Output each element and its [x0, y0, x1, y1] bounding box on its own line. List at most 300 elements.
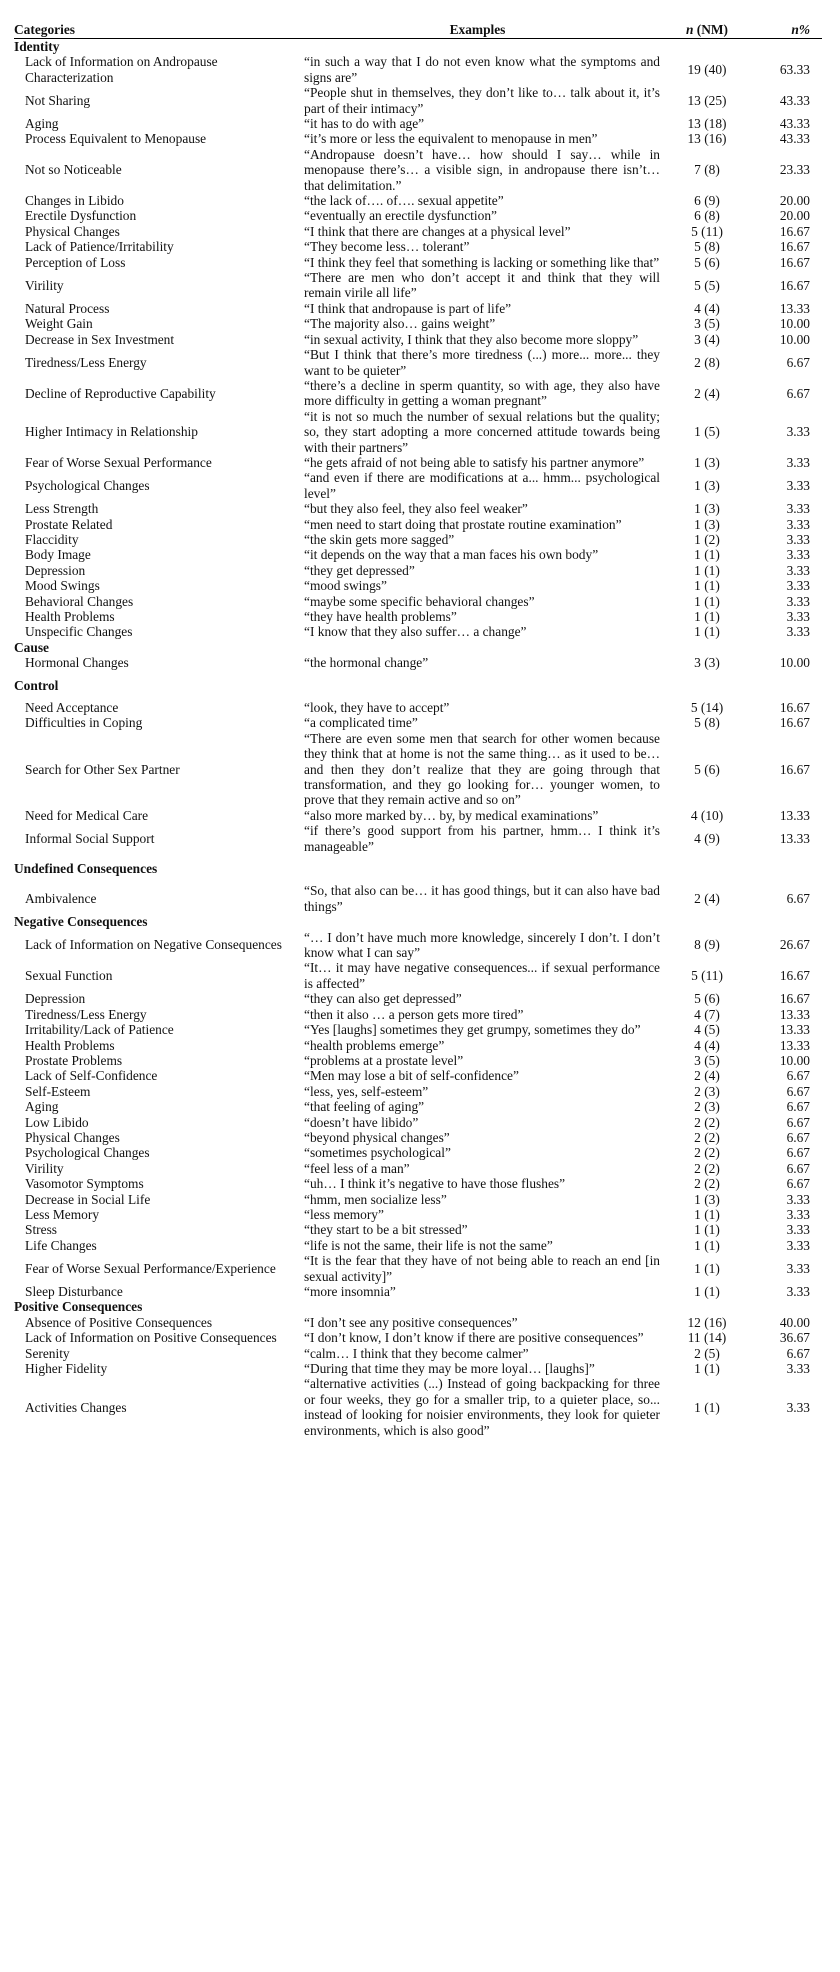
table-row: [14, 930, 822, 961]
example-quote-text: “mood swings”: [304, 578, 387, 594]
example-quote-text: “They become less… tolerant”: [304, 239, 470, 255]
n-count-cell: 13 (16): [687, 131, 727, 147]
category-cell: Absence of Positive Consequences: [25, 1314, 213, 1330]
table-row: [14, 547, 822, 562]
percent-cell: 43.33: [779, 131, 810, 147]
table-row: [14, 1315, 822, 1330]
example-cell: [293, 1346, 662, 1361]
category-cell: Process Equivalent to Menopause: [25, 131, 207, 147]
table-row: [14, 715, 822, 730]
percent-cell: 43.33: [779, 92, 810, 108]
percent-cell: 3.33: [786, 624, 810, 640]
n-count-cell: 2 (2): [694, 1176, 720, 1192]
n-count-cell: 1 (1): [694, 1206, 720, 1222]
n-count-cell: 1 (1): [694, 1284, 720, 1300]
example-cell: [293, 116, 662, 131]
percent-cell: 3.33: [786, 547, 810, 563]
n-count-cell: 4 (5): [694, 1022, 720, 1038]
example-quote-text: “they have health problems”: [304, 609, 457, 625]
n-count-cell: 5 (6): [694, 254, 720, 270]
n-count-cell: 2 (4): [694, 891, 720, 907]
header-n-label: n: [685, 21, 694, 37]
percent-cell: 3.33: [786, 454, 810, 470]
category-cell: Natural Process: [25, 300, 110, 316]
example-quote-text: “also more marked by… by, by medical examinations”: [304, 807, 599, 823]
example-quote-text: “alternative activities (...) Instead of going backpacking for three or four weeks, they go for a smaller trip, to a quieter place, so... instead of looking for noisier environments, they look for quieter environments, which is also good”: [304, 1376, 660, 1438]
percent-cell: 13.33: [779, 807, 810, 823]
percent-cell: 16.67: [779, 254, 810, 270]
header-categories: Categories: [14, 21, 75, 37]
example-cell: [293, 1361, 662, 1376]
example-quote-text: “the skin gets more sagged”: [304, 531, 455, 547]
example-quote-text: “The majority also… gains weight”: [304, 316, 496, 332]
table-row: [14, 1176, 822, 1191]
category-cell: Not so Noticeable: [25, 162, 122, 178]
category-cell: Decline of Reproductive Capability: [25, 385, 216, 401]
table-row: [14, 609, 822, 624]
example-cell: [293, 332, 662, 347]
table-row: [14, 808, 822, 823]
n-count-cell: 7 (8): [694, 162, 720, 178]
example-cell: [293, 301, 662, 316]
example-quote-text: “It… it may have negative consequences... if sexual performance is affected”: [304, 960, 660, 991]
n-count-cell: 12 (16): [687, 1314, 727, 1330]
n-count-cell: 5 (11): [691, 223, 723, 239]
category-cell: Body Image: [25, 547, 91, 563]
example-cell: [293, 594, 662, 609]
header-pct: [752, 22, 822, 37]
n-count-cell: 19 (40): [687, 62, 727, 78]
category-cell: Vasomotor Symptoms: [25, 1176, 144, 1192]
category-cell: Erectile Dysfunction: [25, 208, 137, 224]
table-row: [14, 1284, 822, 1299]
percent-cell: 10.00: [779, 655, 810, 671]
percent-cell: 6.67: [786, 1345, 810, 1361]
example-quote-text: “and even if there are modifications at a... hmm... psychological level”: [304, 470, 660, 501]
n-count-cell: 2 (2): [694, 1145, 720, 1161]
percent-cell: 16.67: [779, 239, 810, 255]
example-cell: [293, 1284, 662, 1299]
percent-cell: 13.33: [779, 1037, 810, 1053]
n-count-cell: 2 (8): [694, 354, 720, 370]
table-row: [14, 1192, 822, 1207]
example-quote-text: “problems at a prostate level”: [304, 1052, 464, 1068]
percent-cell: 3.33: [786, 593, 810, 609]
example-quote-text: “doesn’t have libido”: [304, 1114, 419, 1130]
example-quote-text: “It is the fear that they have of not being able to reach an end [in sexual activity]”: [304, 1253, 660, 1284]
table-header: [14, 21, 822, 39]
example-quote-text: “uh… I think it’s negative to have those flushes”: [304, 1176, 566, 1192]
n-count-cell: 2 (2): [694, 1129, 720, 1145]
category-cell: Weight Gain: [25, 316, 93, 332]
n-count-cell: 1 (1): [694, 593, 720, 609]
category-cell: Health Problems: [25, 1037, 115, 1053]
example-quote-text: “eventually an erectile dysfunction”: [304, 208, 497, 224]
category-cell: Need for Medical Care: [25, 807, 149, 823]
n-count-cell: 2 (2): [694, 1160, 720, 1176]
table-row: [14, 1068, 822, 1083]
table-row: [14, 578, 822, 593]
example-quote-text: “I think that there are changes at a physical level”: [304, 223, 571, 239]
percent-cell: 20.00: [779, 193, 810, 209]
example-quote-text: “feel less of a man”: [304, 1160, 410, 1176]
example-cell: [293, 1038, 662, 1053]
percent-cell: 3.33: [786, 531, 810, 547]
example-cell: [293, 378, 662, 409]
category-cell: Higher Fidelity: [25, 1361, 108, 1377]
n-count-cell: 5 (8): [694, 239, 720, 255]
example-quote-text: “I think that andropause is part of life”: [304, 300, 512, 316]
category-cell: Virility: [25, 1160, 64, 1176]
example-cell: [293, 1130, 662, 1145]
category-cell: Prostate Related: [25, 516, 113, 532]
n-count-cell: 4 (7): [694, 1006, 720, 1022]
category-cell: Sleep Disturbance: [25, 1284, 123, 1300]
example-cell: [293, 1330, 662, 1345]
percent-cell: 16.67: [779, 715, 810, 731]
category-cell: Fear of Worse Sexual Performance/Experience: [25, 1260, 276, 1276]
example-cell: [293, 655, 662, 670]
example-cell: [293, 1238, 662, 1253]
percent-cell: 6.67: [786, 1083, 810, 1099]
n-count-cell: 8 (9): [694, 937, 720, 953]
percent-cell: 6.67: [786, 1176, 810, 1192]
category-cell: Self-Esteem: [25, 1083, 91, 1099]
percent-cell: 20.00: [779, 208, 810, 224]
table-row: [14, 54, 822, 85]
example-quote-text: “calm… I think that they become calmer”: [304, 1345, 529, 1361]
percent-cell: 6.67: [786, 1099, 810, 1115]
table-row: [14, 1099, 822, 1114]
category-cell: Difficulties in Coping: [25, 715, 143, 731]
table-row: [14, 1022, 822, 1037]
table-row: [14, 193, 822, 208]
table-row: [14, 731, 822, 808]
category-cell: Hormonal Changes: [25, 655, 129, 671]
category-cell: Not Sharing: [25, 92, 91, 108]
example-cell: [293, 563, 662, 578]
section-heading: Positive Consequences: [14, 1299, 143, 1315]
category-cell: Mood Swings: [25, 578, 100, 594]
n-count-cell: 6 (9): [694, 193, 720, 209]
example-quote-text: “then it also … a person gets more tired”: [304, 1006, 524, 1022]
percent-cell: 36.67: [779, 1330, 810, 1346]
table-row: [14, 116, 822, 131]
category-cell: Physical Changes: [25, 1129, 120, 1145]
example-quote-text: “a complicated time”: [304, 715, 418, 731]
example-quote-text: “I don’t know, I don’t know if there are positive consequences”: [304, 1330, 644, 1346]
n-count-cell: 1 (3): [694, 454, 720, 470]
n-count-cell: 2 (3): [694, 1083, 720, 1099]
percent-cell: 23.33: [779, 162, 810, 178]
n-count-cell: 3 (4): [694, 331, 720, 347]
category-cell: Behavioral Changes: [25, 593, 134, 609]
percent-cell: 13.33: [779, 1006, 810, 1022]
table-row: [14, 316, 822, 331]
table-row: [14, 1053, 822, 1068]
category-cell: Prostate Problems: [25, 1052, 123, 1068]
example-quote-text: “in such a way that I do not even know what the symptoms and signs are”: [304, 54, 660, 85]
n-count-cell: 2 (4): [694, 1068, 720, 1084]
example-quote-text: “hmm, men socialize less”: [304, 1191, 447, 1207]
example-quote-text: “less memory”: [304, 1206, 384, 1222]
percent-cell: 3.33: [786, 424, 810, 440]
category-cell: Unspecific Changes: [25, 624, 133, 640]
percent-cell: 3.33: [786, 1222, 810, 1238]
example-quote-text: “sometimes psychological”: [304, 1145, 451, 1161]
category-cell: Search for Other Sex Partner: [25, 761, 180, 777]
percent-cell: 3.33: [786, 1361, 810, 1377]
example-cell: [293, 1084, 662, 1099]
percent-cell: 6.67: [786, 1129, 810, 1145]
percent-cell: 13.33: [779, 300, 810, 316]
example-cell: [293, 239, 662, 254]
category-cell: Aging: [25, 116, 59, 132]
n-count-cell: 5 (8): [694, 715, 720, 731]
section-spacer: [14, 876, 822, 883]
n-count-cell: 1 (1): [694, 1260, 720, 1276]
example-quote-text: “that feeling of aging”: [304, 1099, 425, 1115]
example-quote-text: “there’s a decline in sperm quantity, so with age, they also have more difficulty in getting a woman pregnant”: [304, 377, 660, 409]
table-row: [14, 501, 822, 516]
n-count-cell: 1 (3): [694, 478, 720, 494]
percent-cell: 40.00: [779, 1314, 810, 1330]
n-count-cell: 1 (1): [694, 1237, 720, 1253]
category-cell: Lack of Self-Confidence: [25, 1068, 158, 1084]
example-quote-text: “Men may lose a bit of self-confidence”: [304, 1068, 519, 1084]
category-cell: Less Memory: [25, 1206, 100, 1222]
category-cell: Lack of Information on Positive Consequences: [25, 1330, 277, 1346]
category-cell: Lack of Information on Andropause Characterization: [25, 54, 218, 85]
header-pct-suffix: %: [798, 21, 810, 37]
example-cell: [293, 532, 662, 547]
example-quote-text: “the hormonal change”: [304, 655, 429, 671]
example-quote-text: “they can also get depressed”: [304, 991, 462, 1007]
section-heading: Identity: [14, 39, 60, 54]
table-row: [14, 208, 822, 223]
category-cell: Serenity: [25, 1345, 70, 1361]
table-row: [14, 517, 822, 532]
example-cell: [293, 517, 662, 532]
table-row: [14, 470, 822, 501]
category-cell: Tiredness/Less Energy: [25, 354, 147, 370]
table-row: [14, 532, 822, 547]
n-count-cell: 4 (4): [694, 1037, 720, 1053]
table-row: [14, 1346, 822, 1361]
example-cell: [293, 193, 662, 208]
percent-cell: 6.67: [786, 1068, 810, 1084]
example-cell: [293, 1007, 662, 1022]
percent-cell: 16.67: [779, 223, 810, 239]
table-row: [14, 1007, 822, 1022]
percent-cell: 3.33: [786, 1284, 810, 1300]
example-quote-text: “Andropause doesn’t have… how should I say… while in menopause there’s… a visible sign, in andropause there isn’t… that delimitation.”: [304, 146, 660, 193]
example-cell: [293, 131, 662, 146]
example-quote-text: “more insomnia”: [304, 1284, 396, 1300]
section-heading: Undefined Consequences: [14, 861, 158, 877]
table-row: [14, 239, 822, 254]
example-quote-text: “life is not the same, their life is not the same”: [304, 1237, 553, 1253]
section-heading: Negative Consequences: [14, 914, 148, 930]
header-examples: Examples: [449, 21, 506, 37]
percent-cell: 16.67: [779, 700, 810, 716]
table-row: [14, 624, 822, 639]
percent-cell: 3.33: [786, 478, 810, 494]
section-heading: Cause: [14, 639, 49, 655]
example-cell: [293, 1022, 662, 1037]
header-pct-label: n: [791, 21, 799, 37]
percent-cell: 10.00: [779, 331, 810, 347]
example-quote-text: “it’s more or less the equivalent to menopause in men”: [304, 131, 598, 147]
percent-cell: 16.67: [779, 761, 810, 777]
example-quote-text: “health problems emerge”: [304, 1037, 445, 1053]
n-count-cell: 1 (1): [694, 1399, 720, 1415]
example-quote-text: “men need to start doing that prostate routine examination”: [304, 516, 622, 532]
example-quote-text: “the lack of…. of…. sexual appetite”: [304, 193, 504, 209]
category-cell: Lack of Information on Negative Consequences: [25, 937, 282, 953]
category-cell: Aging: [25, 1099, 59, 1115]
n-count-cell: 1 (2): [694, 531, 720, 547]
percent-cell: 3.33: [786, 1260, 810, 1276]
percent-cell: 10.00: [779, 316, 810, 332]
example-cell: [293, 208, 662, 223]
category-cell: Tiredness/Less Energy: [25, 1006, 147, 1022]
example-cell: [293, 1053, 662, 1068]
example-cell: [293, 1161, 662, 1176]
category-cell: Need Acceptance: [25, 700, 119, 716]
n-count-cell: 5 (6): [694, 991, 720, 1007]
category-cell: Perception of Loss: [25, 254, 126, 270]
table-row: [14, 655, 822, 670]
header-n-suffix: (NM): [693, 21, 729, 37]
n-count-cell: 1 (3): [694, 501, 720, 517]
example-quote-text: “There are even some men that search for other women because they think that at home is not the same thing… as it used to be… and then they don’t realize that they are going through that transformation, and they go looking for… younger women, to prove that they remain active and so on”: [304, 730, 660, 808]
table-row: [14, 960, 822, 991]
example-cell: [293, 991, 662, 1006]
example-quote-text: “… I don’t have much more knowledge, sincerely I don’t. I don’t know what I can say”: [304, 929, 660, 961]
example-cell: [293, 609, 662, 624]
example-cell: [293, 1376, 662, 1438]
percent-cell: 16.67: [779, 277, 810, 293]
example-quote-text: “I think they feel that something is lacking or something like that”: [304, 254, 660, 270]
table-row: [14, 147, 822, 193]
n-count-cell: 1 (3): [694, 516, 720, 532]
percent-cell: 43.33: [779, 116, 810, 132]
category-cell: Depression: [25, 562, 86, 578]
example-cell: [293, 715, 662, 730]
example-cell: [293, 930, 662, 961]
percent-cell: 6.67: [786, 385, 810, 401]
percent-cell: 6.67: [786, 354, 810, 370]
section-spacer: [14, 854, 822, 861]
example-quote-text: “There are men who don’t accept it and think that they will remain virile all life”: [304, 270, 660, 301]
percent-cell: 3.33: [786, 1399, 810, 1415]
header-n: [662, 22, 752, 37]
table-row: [14, 1084, 822, 1099]
example-cell: [293, 547, 662, 562]
percent-cell: 3.33: [786, 562, 810, 578]
table-row: [14, 1115, 822, 1130]
n-count-cell: 11 (14): [687, 1330, 727, 1346]
percent-cell: 16.67: [779, 991, 810, 1007]
n-count-cell: 1 (1): [694, 1222, 720, 1238]
category-cell: Life Changes: [25, 1237, 97, 1253]
category-cell: Flaccidity: [25, 531, 79, 547]
example-quote-text: “beyond physical changes”: [304, 1129, 450, 1145]
n-count-cell: 2 (3): [694, 1099, 720, 1115]
section-heading: Control: [14, 677, 59, 693]
example-cell: [293, 316, 662, 331]
category-cell: Psychological Changes: [25, 1145, 150, 1161]
n-count-cell: 1 (1): [694, 609, 720, 625]
percent-cell: 63.33: [779, 62, 810, 78]
example-cell: [293, 85, 662, 116]
example-cell: [293, 270, 662, 301]
n-count-cell: 5 (6): [694, 761, 720, 777]
example-quote-text: “So, that also can be… it has good things, but it can also have bad things”: [304, 883, 660, 914]
example-quote-text: “in sexual activity, I think that they also become more sloppy”: [304, 331, 639, 347]
n-count-cell: 1 (5): [694, 424, 720, 440]
percent-cell: 3.33: [786, 578, 810, 594]
example-quote-text: “look, they have to accept”: [304, 700, 450, 716]
n-count-cell: 5 (5): [694, 277, 720, 293]
percent-cell: 6.67: [786, 1114, 810, 1130]
example-quote-text: “they start to be a bit stressed”: [304, 1222, 468, 1238]
example-cell: [293, 960, 662, 991]
table-row: [14, 332, 822, 347]
percent-cell: 6.67: [786, 1160, 810, 1176]
example-cell: [293, 470, 662, 501]
table-row: [14, 131, 822, 146]
table-row: [14, 1361, 822, 1376]
percent-cell: 26.67: [779, 937, 810, 953]
example-cell: [293, 347, 662, 378]
example-quote-text: “Yes [laughs] sometimes they get grumpy, sometimes they do”: [304, 1022, 641, 1038]
table-row: [14, 1161, 822, 1176]
n-count-cell: 1 (3): [694, 1191, 720, 1207]
categories-table: [14, 21, 822, 1438]
example-cell: [293, 54, 662, 85]
table-row: [14, 409, 822, 455]
table-row: [14, 883, 822, 914]
n-count-cell: 5 (11): [691, 968, 723, 984]
table-row: [14, 1130, 822, 1145]
percent-cell: 13.33: [779, 1022, 810, 1038]
n-count-cell: 5 (14): [690, 700, 724, 716]
percent-cell: 10.00: [779, 1052, 810, 1068]
table-body: [14, 39, 822, 1438]
example-cell: [293, 1315, 662, 1330]
example-cell: [293, 224, 662, 239]
table-row: [14, 1222, 822, 1237]
percent-cell: 13.33: [779, 830, 810, 846]
n-count-cell: 6 (8): [694, 208, 720, 224]
table-row: [14, 1207, 822, 1222]
table-row: [14, 991, 822, 1006]
table-row: [14, 301, 822, 316]
category-cell: Less Strength: [25, 501, 99, 517]
percent-cell: 3.33: [786, 1191, 810, 1207]
category-cell: Physical Changes: [25, 223, 120, 239]
table-row: [14, 378, 822, 409]
table-row: [14, 823, 822, 854]
example-quote-text: “it has to do with age”: [304, 116, 425, 132]
n-count-cell: 1 (1): [694, 578, 720, 594]
category-cell: Activities Changes: [25, 1399, 127, 1415]
percent-cell: 3.33: [786, 1237, 810, 1253]
table-row: [14, 563, 822, 578]
percent-cell: 3.33: [786, 516, 810, 532]
